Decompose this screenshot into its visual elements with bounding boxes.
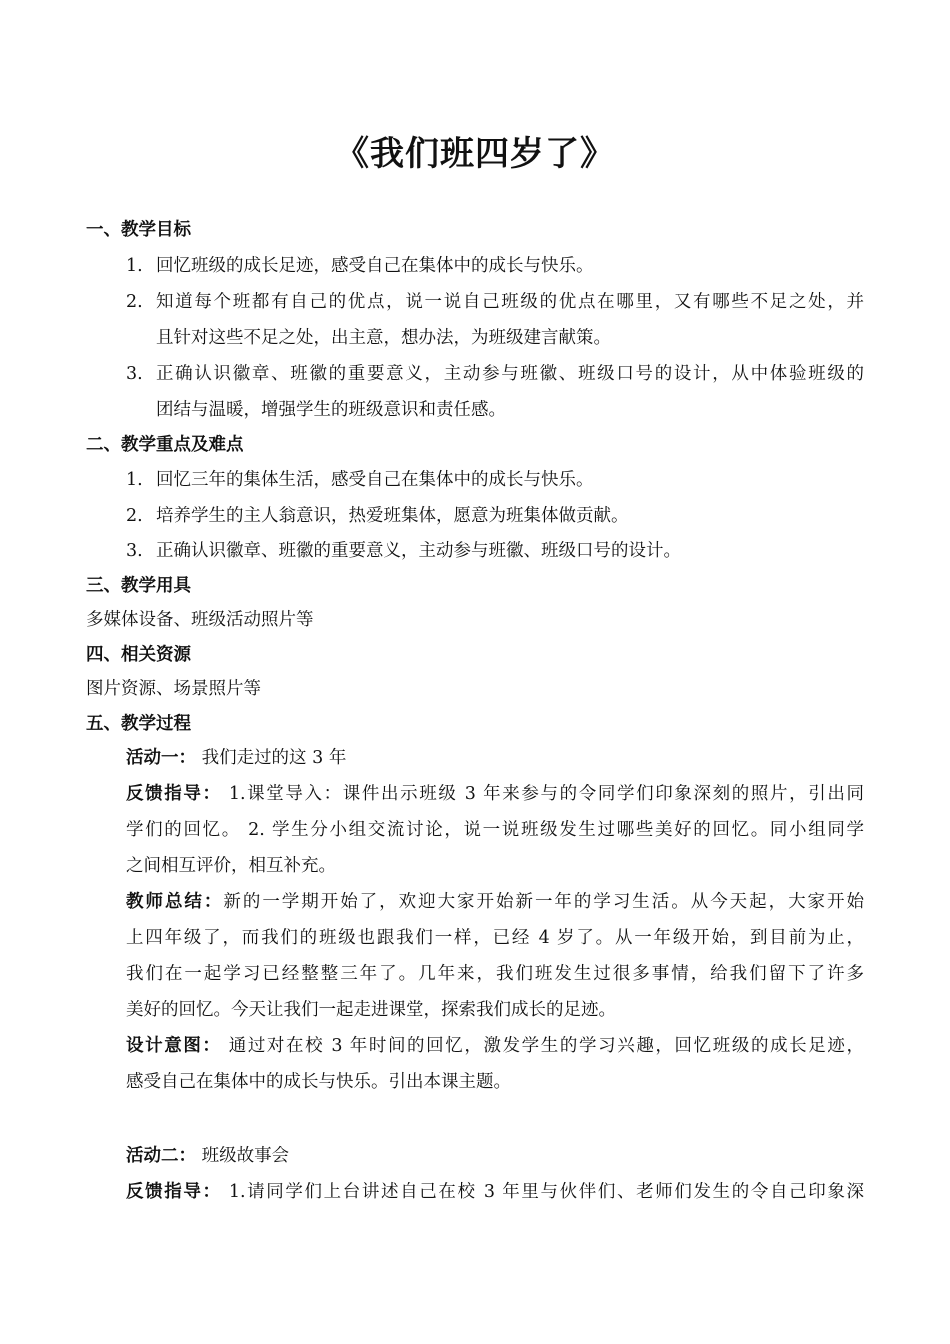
section-heading-process: 五、教学过程 (86, 714, 191, 734)
design-text: 通过对在校 3 年时间的回忆，激发学生的学习兴趣，回忆班级的成长足迹， (221, 1036, 865, 1056)
list-item: 知道每个班都有自己的优点，说一说自己班级的优点在哪里，又有哪些不足之处，并 (156, 292, 864, 312)
list-item: 回忆三年的集体生活，感受自己在集体中的成长与快乐。 (156, 470, 594, 490)
activity-label: 活动二： (126, 1146, 196, 1166)
section-text: 图片资源、场景照片等 (86, 679, 261, 699)
feedback-label: 反馈指导： (126, 1182, 222, 1202)
list-item-continued: 团结与温暖，增强学生的班级意识和责任感。 (156, 400, 506, 420)
activity-title: 班级故事会 (196, 1146, 290, 1166)
list-item: 培养学生的主人翁意识，热爱班集体，愿意为班集体做贡献。 (156, 506, 629, 526)
list-number: 1. (126, 470, 143, 490)
design-text-continued: 感受自己在集体中的成长与快乐。引出本课主题。 (126, 1072, 511, 1092)
design-paragraph (126, 1034, 864, 1058)
document-title: 《我们班四岁了》 (335, 134, 615, 174)
activity-two (126, 1144, 289, 1168)
section-heading-key-points: 二、教学重点及难点 (86, 435, 244, 455)
feedback-paragraph (126, 1180, 864, 1204)
list-number: 1. (126, 256, 143, 276)
list-number: 2. (126, 292, 143, 312)
summary-text: 新的一学期开始了，欢迎大家开始新一年的学习生活。从今天起，大家开始 (223, 892, 865, 912)
design-label: 设计意图： (126, 1036, 222, 1056)
section-heading-tools: 三、教学用具 (86, 576, 191, 596)
summary-text-continued: 美好的回忆。今天让我们一起走进课堂，探索我们成长的足迹。 (126, 1000, 616, 1020)
section-heading-resources: 四、相关资源 (86, 645, 191, 665)
feedback-text-continued: 之间相互评价，相互补充。 (126, 856, 336, 876)
feedback-paragraph (126, 782, 864, 806)
activity-title: 我们走过的这 3 年 (196, 748, 347, 768)
list-number: 3. (126, 364, 143, 384)
list-item-continued: 且针对这些不足之处，出主意，想办法，为班级建言献策。 (156, 328, 611, 348)
list-item: 回忆班级的成长足迹，感受自己在集体中的成长与快乐。 (156, 256, 594, 276)
section-heading-objectives: 一、教学目标 (86, 220, 191, 240)
feedback-label: 反馈指导： (126, 784, 222, 804)
feedback-text-continued: 学们的回忆。 2. 学生分小组交流讨论，说一说班级发生过哪些美好的回忆。同小组同学 (126, 820, 864, 840)
section-text: 多媒体设备、班级活动照片等 (86, 610, 314, 630)
summary-text-continued: 我们在一起学习已经整整三年了。几年来，我们班发生过很多事情，给我们留下了许多 (126, 964, 864, 984)
feedback-text: 1.课堂导入：课件出示班级 3 年来参与的令同学们印象深刻的照片，引出同 (221, 784, 864, 804)
feedback-text: 1.请同学们上台讲述自己在校 3 年里与伙伴们、老师们发生的令自己印象深 (221, 1182, 864, 1202)
summary-label: 教师总结： (126, 892, 224, 912)
summary-paragraph (126, 890, 864, 914)
activity-label: 活动一： (126, 748, 196, 768)
list-item: 正确认识徽章、班徽的重要意义，主动参与班徽、班级口号的设计，从中体验班级的 (156, 364, 864, 384)
list-number: 3. (126, 541, 143, 561)
list-number: 2. (126, 506, 143, 526)
list-item: 正确认识徽章、班徽的重要意义，主动参与班徽、班级口号的设计。 (156, 541, 681, 561)
summary-text-continued: 上四年级了，而我们的班级也跟我们一样，已经 4 岁了。从一年级开始，到目前为止， (126, 928, 864, 948)
activity-one (126, 746, 346, 770)
